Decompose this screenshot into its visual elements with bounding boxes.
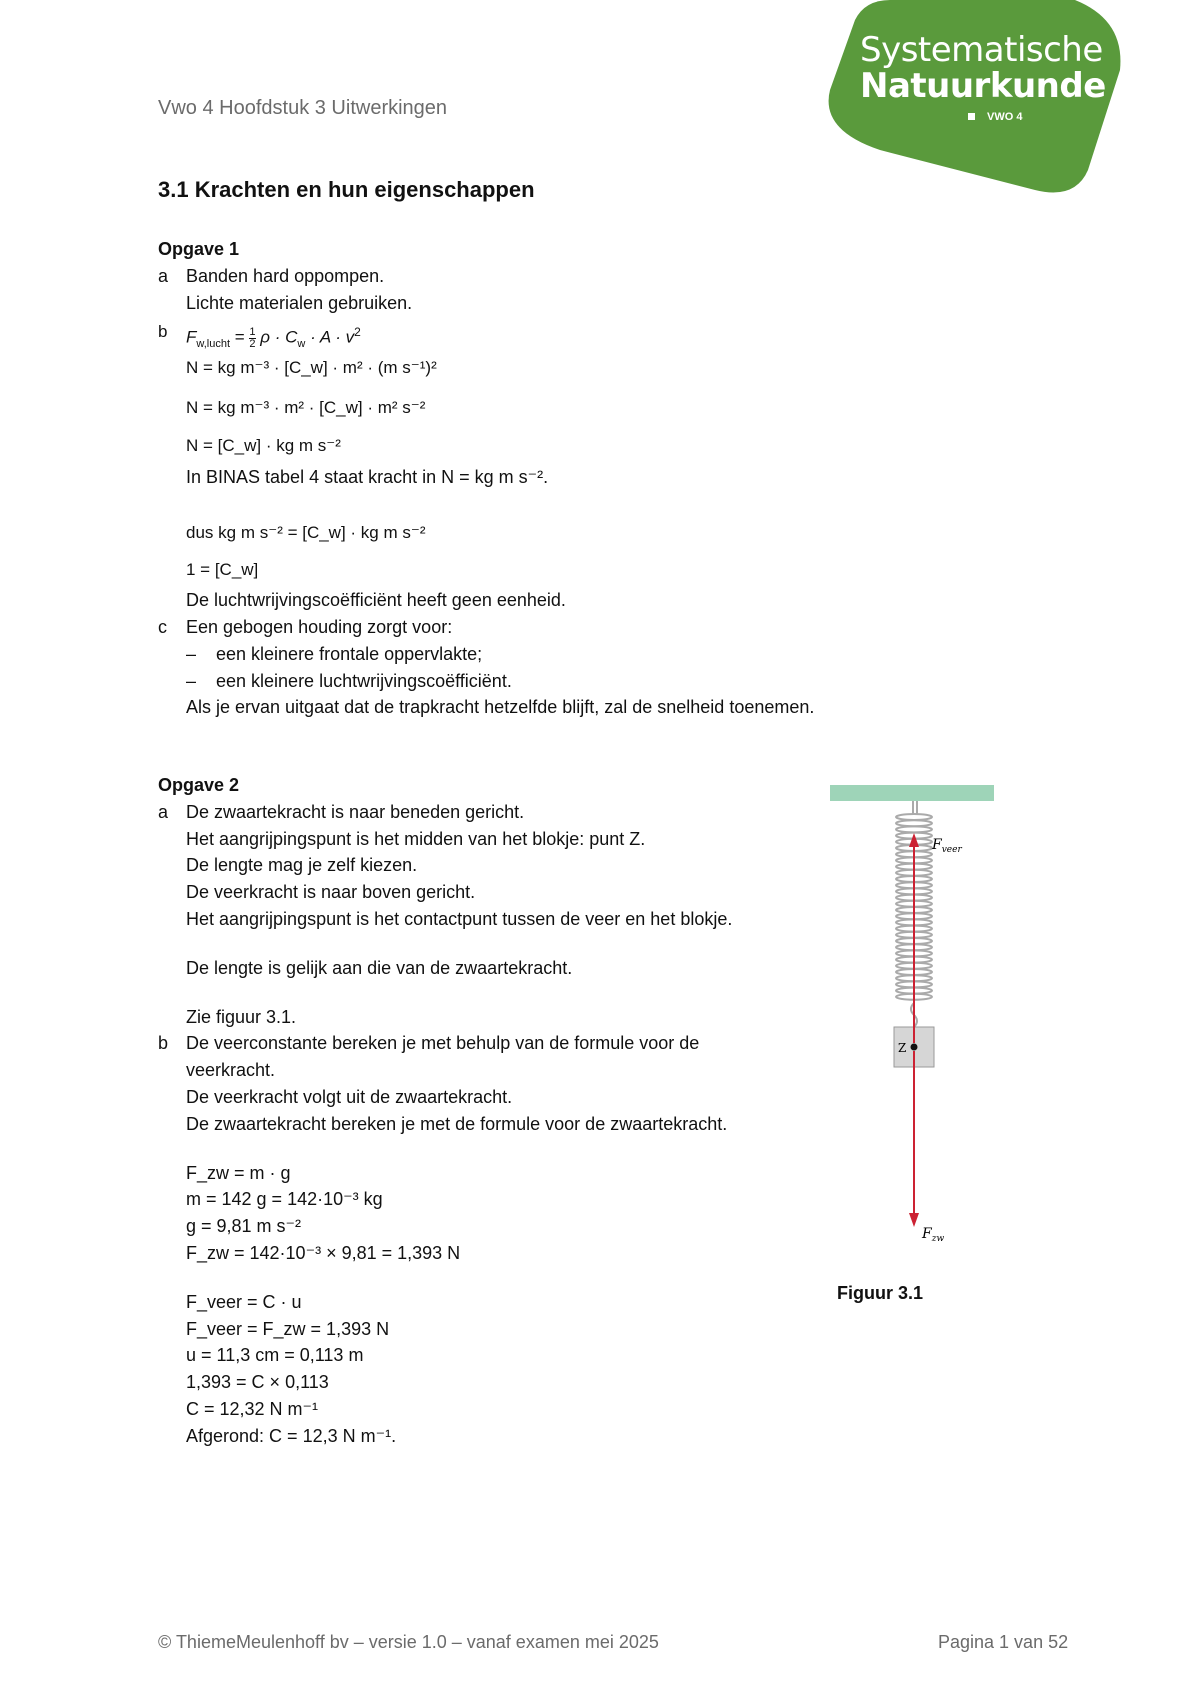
calc-line: F_veer = F_zw = 1,393 N — [186, 1318, 390, 1339]
formula-symbol: F — [186, 328, 197, 348]
opgave-2 — [158, 772, 732, 1450]
formula-line — [158, 513, 814, 553]
calc-line: C = 12,32 N m⁻¹ — [186, 1398, 319, 1419]
logo-level: VWO 4 — [987, 111, 1023, 123]
answer-line: De veerkracht volgt uit de zwaartekracht. — [186, 1086, 513, 1107]
item-label: b — [158, 322, 168, 342]
answer-line: Als je ervan uitgaat dat de trapkracht hetzelfde blijft, zal de snelheid toenemen. — [186, 697, 815, 718]
list-item: – een kleinere luchtwrijvingscoëfficiënt. — [186, 670, 512, 691]
label-f-veer: $F_{veer}$ — [932, 837, 962, 855]
calc-line: m = 142 g = 142·10⁻³ kg — [186, 1189, 383, 1210]
square-icon — [968, 113, 975, 120]
calc-line: F_zw = 142·10⁻³ × 9,81 = 1,393 N — [186, 1242, 461, 1263]
answer-line: Zie figuur 3.1. — [186, 1006, 297, 1027]
figure-caption: Figuur 3.1 — [837, 1283, 924, 1303]
answer-text: Een gebogen houding zorgt voor: — [186, 616, 453, 637]
calc-line: u = 11,3 cm = 0,113 m — [186, 1345, 364, 1366]
calc-line: F_zw = m · g — [186, 1162, 291, 1183]
calc-line: g = 9,81 m s⁻² — [186, 1216, 302, 1237]
formula-text: · A · v — [305, 328, 355, 348]
spring-loop — [896, 814, 932, 820]
logo-subtitle — [968, 111, 1022, 123]
calc-line: Afgerond: C = 12,3 N m⁻¹. — [186, 1425, 397, 1446]
spring-loop — [896, 820, 932, 826]
arrowhead-up — [909, 833, 919, 847]
answer-line — [158, 1030, 732, 1057]
answer-line — [158, 799, 732, 826]
calc-line: F_veer = C · u — [186, 1291, 302, 1312]
label-z: Z — [898, 1041, 907, 1055]
answer-text: Banden hard oppompen. — [186, 265, 385, 286]
calc-line: 1,393 = C × 0,113 — [186, 1372, 329, 1393]
answer-line — [158, 263, 814, 290]
answer-text: De zwaartekracht is naar beneden gericht. — [186, 801, 525, 822]
answer-line: veerkracht. — [186, 1060, 276, 1081]
formula-line — [158, 316, 814, 351]
formula-sub: w,lucht — [196, 338, 231, 351]
answer-text: Lichte materialen gebruiken. — [186, 292, 413, 313]
answer-line: De luchtwrijvingscoëfficiënt heeft geen eenheid. — [186, 590, 566, 611]
arrowhead-down — [909, 1213, 919, 1227]
answer-line — [158, 614, 814, 641]
page-header: Vwo 4 Hoofdstuk 3 Uitwerkingen — [158, 97, 448, 119]
answer-text: dus — [186, 523, 214, 543]
footer-page-number: Pagina 1 van 52 — [938, 1632, 1069, 1652]
answer-text: De veerconstante bereken je met behulp van de formule voor de — [186, 1033, 700, 1054]
answer-text: een kleinere frontale oppervlakte; — [216, 643, 483, 664]
logo-title-line2: Natuurkunde — [860, 66, 1106, 106]
answer-line: Het aangrijpingspunt is het midden van het blokje: punt Z. — [186, 828, 646, 849]
formula-sub: w — [297, 338, 306, 351]
item-label: c — [158, 616, 167, 637]
opgave-title: Opgave 2 — [158, 775, 240, 795]
opgave-1 — [158, 236, 814, 721]
formula-text: ρ · C — [260, 328, 298, 348]
opgave-title: Opgave 1 — [158, 239, 240, 259]
footer-copyright: © ThiemeMeulenhoff bv – versie 1.0 – vanaf examen mei 2025 — [158, 1632, 659, 1652]
answer-line: In BINAS tabel 4 staat kracht in N = kg m s⁻². — [186, 467, 549, 488]
formula-sup: 2 — [354, 325, 361, 340]
logo-title-line1: Systematische — [860, 30, 1103, 70]
fraction: $\frac{1}{2}$ — [249, 326, 256, 351]
label-f-zw: $F_{zw}$ — [922, 1226, 945, 1244]
answer-text: een kleinere luchtwrijvingscoëfficiënt. — [216, 670, 512, 691]
answer-line: De lengte is gelijk aan die van de zwaartekracht. — [186, 957, 573, 978]
logo — [820, 0, 1130, 200]
answer-line: De lengte mag je zelf kiezen. — [186, 855, 418, 876]
answer-line: De zwaartekracht bereken je met de formule voor de zwaartekracht. — [186, 1113, 728, 1134]
item-label: b — [158, 1033, 169, 1054]
figure-spring — [830, 785, 1005, 1255]
item-label: a — [158, 801, 169, 822]
item-label: a — [158, 265, 169, 286]
list-item: – een kleinere frontale oppervlakte; — [186, 643, 483, 664]
formula-op: = — [230, 328, 250, 348]
answer-line: De veerkracht is naar boven gericht. — [186, 882, 476, 903]
spring-diagram — [830, 785, 1005, 1255]
formula-line: N = kg m⁻³ · [C_w] · m² · (m s⁻¹)² — [186, 358, 437, 378]
point-z — [911, 1044, 918, 1051]
section-title: 3.1 Krachten en hun eigenschappen — [158, 177, 535, 202]
formula-line: 1 = [C_w] — [186, 560, 259, 580]
ceiling — [830, 785, 994, 801]
formula-text: kg m s⁻² = [C_w] · kg m s⁻² — [218, 523, 426, 543]
answer-line: Het aangrijpingspunt is het contactpunt tussen de veer en het blokje. — [186, 908, 733, 929]
spring-loop — [896, 826, 932, 832]
answer-line — [158, 290, 814, 317]
formula-line: N = [C_w] · kg m s⁻² — [186, 436, 341, 456]
formula-line: N = kg m⁻³ · m² · [C_w] · m² s⁻² — [186, 398, 426, 418]
